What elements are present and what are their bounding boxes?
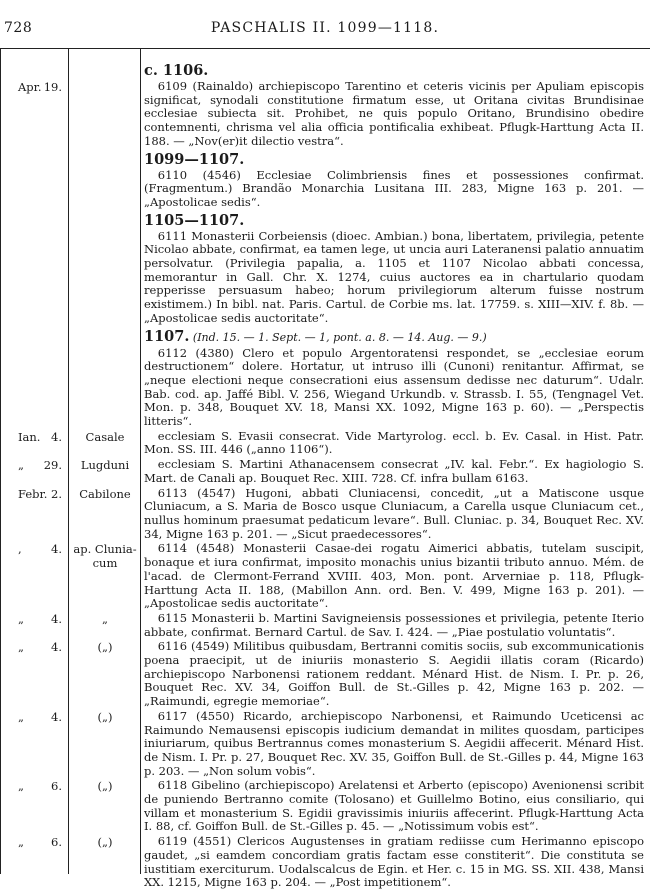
regest-entry: 6115 Monasterii b. Martini Savigneiensis possessiones et privilegia, petente Iterio abbate, confirmat. Bernard Cartul. de Sav. I. 424. — „Piae postulatio voluntatis“.	[144, 610, 644, 639]
margin-day: 4.	[51, 640, 62, 654]
page-header	[0, 0, 650, 40]
margin-month: Ian.	[18, 430, 41, 444]
margin-month: Apr.	[18, 80, 42, 94]
regesta-text	[144, 60, 644, 891]
margin-month: „	[18, 640, 24, 654]
regest-entry: 6117 (4550) Ricardo, archiepiscopo Narbonensi, et Raimundo Uceticensi ac Raimundo Nemausensi episcopis iudicium demandat in milites quosdam, participes iniuriarum, quibus Bertrannus comes monasterium S. Aegidii affecerit. Ménard Hist. de Nism. I. Pr. p. 27, Bouquet Rec. XV. 35, Goiffon Bull. de St.-Gilles p. 44, Migne 163 p. 203. — „Non solum vobis“.	[144, 708, 644, 778]
year-heading-text: c. 1106.	[144, 62, 209, 79]
margin-day: 19.	[43, 80, 62, 94]
column-rule	[68, 48, 69, 874]
regest-entry: 6116 (4549) Militibus quibusdam, Bertranni comitis sociis, sub excommunicationis poena praecipit, ut de iniuriis monasterio S. Aegidii illatis coram (Ricardo) archiepiscopo Narbonensi rationem reddant. Ménard Hist. de Nism. I. Pr. p. 26, Bouquet Rec. XV. 34, Goiffon Bull. de St.-Gilles p. 42, Migne 163 p. 202. — „Raimundi, egregie memoriae“.	[144, 639, 644, 709]
regest-entry: 6118 Gibelino (archiepiscopo) Arelatensi et Arberto (episcopo) Avenionensi scribit de puniendo Bertranno comite (Tolosano) et Guillelmo Botino, eius consiliario, qui villam et monasterium S. Egidii gravissimis iniuriis affecerint. Pflugk-Harttung Acta I. 88, cf. Goiffon Bull. de St.-Gilles p. 45. — „Notissimum vobis est“.	[144, 778, 644, 834]
margin-place: Cabilone	[79, 487, 131, 501]
margin-month: „	[18, 612, 24, 626]
regest-entry: 6112 (4380) Clero et populo Argentoratensi respondet, se „ecclesiae eorum destructionem“ dolere. Hortatur, ut intruso illi (Cunoni) renitantur. Affirmat, se „neque electioni neque consecrationi eius assensum dedisse nec daturum“. Udalr. Bab. cod. ap. Jaffé Bibl. V. 256, Wiegand Urkundb. v. Strassb. I. 55, (Tengnagel Vet. Mon. p. 348, Bouquet XV. 18, Mansi XX. 1092, Migne 163 p. 60). — „Perspectis litteris“.	[144, 345, 644, 429]
margin-day: 4.	[51, 612, 62, 626]
year-heading-text: 1105—1107.	[144, 211, 245, 229]
year-heading	[144, 212, 644, 230]
margin-month: „	[18, 779, 24, 793]
regest-entry: 6113 (4547) Hugoni, abbati Cluniacensi, concedit, „ut a Matiscone usque Cluniacum, a S. Maria de Bosco usque Cluniacum, a Carella usque Cluniacum cet., nullus hominum praesumat pedaticum levare“. Bull. Cluniac. p. 34, Bouquet Rec. XV. 34, Migne 163 p. 201. — „Sicut praedecessores“.	[144, 485, 644, 541]
column-rule	[140, 48, 141, 874]
regest-entry: 6110 (4546) Ecclesiae Colimbriensis fines et possessiones confirmat. (Fragmentum.) Brandão Monarchia Lusitana III. 283, Migne 163 p. 201. — „Apostolicae sedis“.	[144, 167, 644, 209]
margin-day: 6.	[51, 835, 62, 849]
column-rule	[0, 48, 1, 874]
margin-month: „	[18, 458, 24, 472]
margin-place: („)	[97, 779, 113, 793]
regest-entry: ecclesiam S. Evasii consecrat. Vide Martyrolog. eccl. b. Ev. Casal. in Hist. Patr. Mon. SS. III. 446 („anno 1106“).	[144, 428, 644, 457]
year-heading	[144, 328, 644, 347]
year-heading	[144, 151, 644, 169]
regest-entry: 6109 (Rainaldo) archiepiscopo Tarentino et ceteris vicinis per Apuliam episcopis significat, synodali constitutione firmatum esse, ut Oritana civitas Brundisinae ecclesiae subiecta sit. Prohibet, ne quis populo Oritano, Brundisino obedire contemnenti, chrisma vel alia officia pontificalia exhibeat. Pflugk-Harttung Acta II. 188. — „Nov(er)it dilectio vestra“.	[144, 79, 644, 148]
year-heading-text: 1107.	[144, 327, 190, 345]
regest-entry: 6114 (4548) Monasterii Casae-dei rogatu Aimerici abbatis, tutelam suscipit, bonaque et iura confirmat, imposito monachis unius bizantii tributo annuo. Mém. de l'acad. de Clermont-Ferrand XVIII. 403, Mon. pont. Arverniae p. 118, Pflugk-Harttung Acta II. 188, (Mabillon Ann. ord. Ben. V. 499, Migne 163 p. 201). — „Apostolicae sedis auctoritate“.	[144, 541, 644, 611]
margin-day: 4.	[51, 430, 62, 444]
margin-place: („)	[97, 710, 113, 724]
page-number: 728	[4, 20, 33, 36]
year-heading-text: 1099—1107.	[144, 150, 245, 168]
margin-day: 6.	[51, 779, 62, 793]
margin-place: („)	[97, 835, 113, 849]
margin-day: 29.	[43, 458, 62, 472]
margin-place: Casale	[85, 430, 125, 444]
regest-entry: ecclesiam S. Martini Athanacensem consecrat „IV. kal. Febr.“. Ex hagiologio S. Mart. de Canali ap. Bouquet Rec. XIII. 728. Cf. infra bullam 6163.	[144, 457, 644, 485]
margin-month: Febr.	[18, 487, 48, 501]
margin-month: „	[18, 710, 24, 724]
margin-day: 2.	[51, 487, 62, 501]
margin-place: Lugduni	[80, 458, 130, 472]
running-title: PASCHALIS II. 1099—1118.	[210, 20, 440, 36]
year-heading	[144, 62, 644, 80]
margin-month: „	[18, 835, 24, 849]
margin-day: 4.	[51, 542, 62, 556]
header-rule	[0, 48, 650, 49]
margin-place: „	[102, 612, 108, 626]
regest-entry: 6119 (4551) Clericos Augustenses in gratiam rediisse cum Herimanno episcopo gaudet, „si eamdem concordiam gratis factam esse constiterit“. Die constituta se iustitiam exerciturum. Uodalscalcus de Egin. et Her. c. 15 in MG. SS. XII. 438, Mansi XX. 1215, Migne 163 p. 204. — „Post impetitionem“.	[144, 834, 644, 890]
margin-place: („)	[97, 640, 113, 654]
margin-day: 4.	[51, 710, 62, 724]
margin-place: ap. Clunia- cum	[73, 542, 137, 570]
indiction-note: (Ind. 15. — 1. Sept. — 1, pont. a. 8. — 14. Aug. — 9.)	[189, 330, 487, 344]
margin-month: ,	[18, 542, 22, 556]
regest-entry: 6111 Monasterii Corbeiensis (dioec. Ambian.) bona, libertatem, privilegia, petente Nicolao abbate, confirmat, ea tamen lege, ut uncia auri Lateranensi palatio annuatim persolvatur. (Privilegia papalia, a. 1105 et 1107 Nicolao abbati concessa, memorantur in Gall. Chr. X. 1274, cuius auctores ea in chartulario quodam repperisse persuasum habeo; horum privilegiorum alterum fuisse nostrum existimem.) In bibl. nat. Paris. Cartul. de Corbie ms. lat. 17759. s. XIII—XIV. f. 8b. — „Apostolicae sedis auctoritate“.	[144, 228, 644, 325]
